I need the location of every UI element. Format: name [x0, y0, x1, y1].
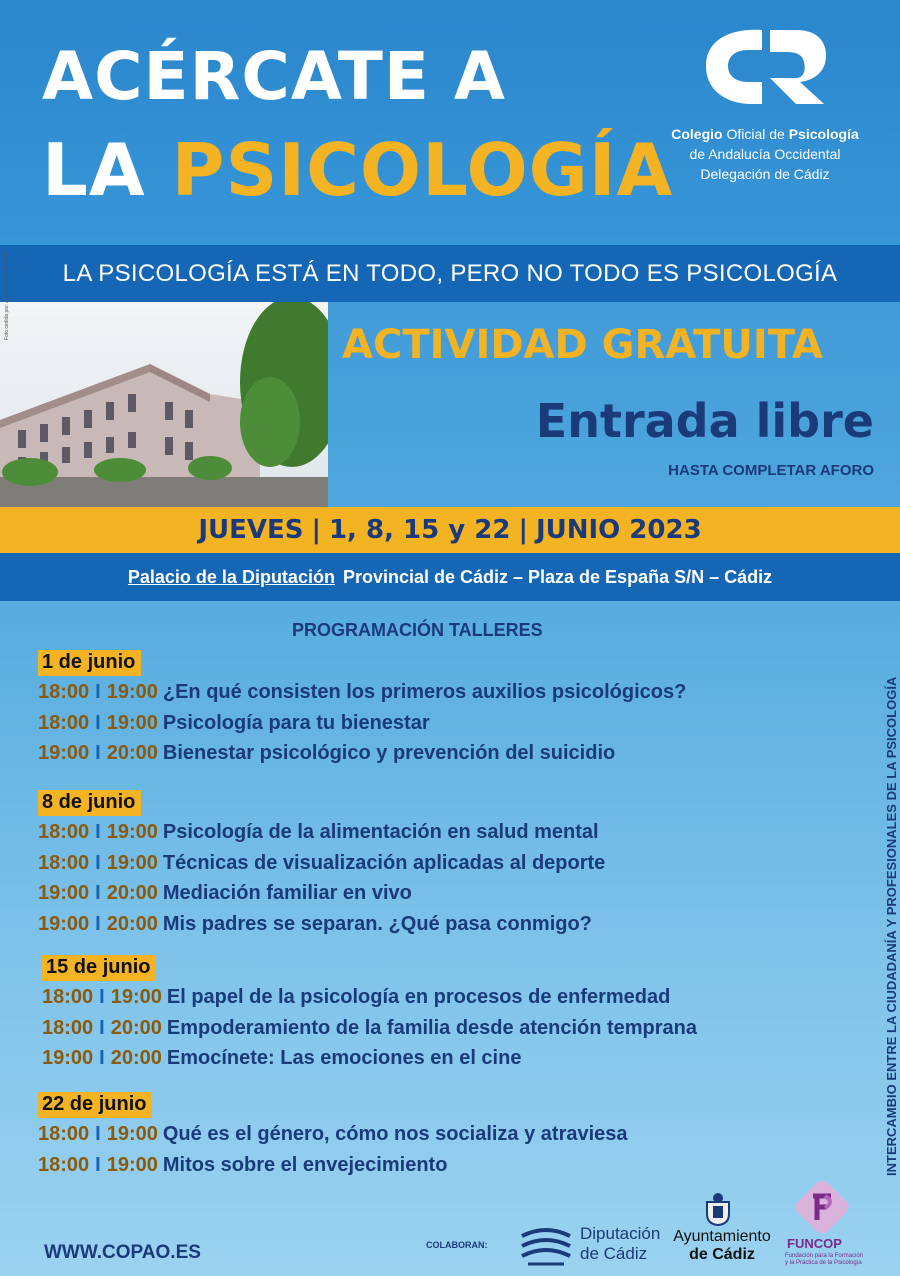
- program-item-end: 20:00: [106, 882, 158, 904]
- program-item-start: 19:00: [38, 742, 90, 764]
- program-item-title: Mis padres se separan. ¿Qué pasa conmigo?: [162, 912, 592, 935]
- program-item-title: Mitos sobre el envejecimiento: [162, 1153, 448, 1176]
- slogan-banner: LA PSICOLOGÍA ESTÁ EN TODO, PERO NO TODO ES PSICOLOGÍA: [0, 245, 900, 302]
- program-item: [42, 1017, 697, 1040]
- main-title-line2: LA PSICOLOGÍA: [42, 128, 674, 212]
- vertical-tagline: INTERCAMBIO ENTRE LA CIUDADANÍA Y PROFESIONALES DE LA PSICOLOGÍA: [884, 676, 899, 1176]
- program-item-start: 18:00: [38, 851, 90, 874]
- diputacion-name: Diputación de Cádiz: [580, 1224, 661, 1263]
- program-item-start: 18:00: [38, 1153, 90, 1176]
- program-item-end: 20:00: [110, 1047, 162, 1069]
- program-item-title: Qué es el género, cómo nos socializa y atraviesa: [162, 1123, 628, 1145]
- program-item-end: 19:00: [106, 711, 158, 734]
- free-activity-label: ACTIVIDAD GRATUITA: [342, 322, 823, 368]
- program-item-separator: I: [95, 912, 101, 935]
- program-item-separator: I: [99, 1016, 105, 1039]
- funcop-subtitle: Fundación para la Formación y la Práctica de la Psicología: [785, 1253, 864, 1266]
- program-item-separator: I: [95, 851, 101, 874]
- program-item-title: Bienestar psicológico y prevención del suicidio: [162, 742, 616, 764]
- program-item-separator: I: [99, 1047, 105, 1069]
- program-item-end: 19:00: [110, 986, 162, 1008]
- program-day-label: 22 de junio: [38, 1092, 152, 1118]
- program-item-title: El papel de la psicología en procesos de enfermedad: [166, 986, 671, 1008]
- program-item: [38, 681, 686, 704]
- program-item: [38, 712, 430, 735]
- capacity-note: HASTA COMPLETAR AFORO: [668, 462, 874, 479]
- program-item-end: 19:00: [106, 1123, 158, 1145]
- program-item-title: Técnicas de visualización aplicadas al deporte: [162, 851, 606, 874]
- program-day-label: 1 de junio: [38, 650, 141, 676]
- program-item-title: ¿En qué consisten los primeros auxilios psicológicos?: [162, 681, 687, 703]
- copao-logo-icon: [700, 26, 830, 108]
- program-item: [38, 1154, 447, 1177]
- program-item-start: 19:00: [42, 1047, 94, 1069]
- free-entry-label: Entrada libre: [535, 394, 874, 448]
- palace-photo: [0, 302, 328, 507]
- program-item-start: 18:00: [38, 821, 90, 843]
- program-item-end: 19:00: [106, 681, 158, 703]
- program-item-end: 19:00: [106, 1153, 158, 1176]
- program-item: [42, 986, 670, 1009]
- program-title: PROGRAMACIÓN TALLERES: [292, 620, 543, 640]
- dates-banner: JUEVES | 1, 8, 15 y 22 | JUNIO 2023: [0, 507, 900, 553]
- program-day-label: 8 de junio: [38, 790, 141, 816]
- institution-name: Colegio Oficial de Psicología de Andalucía Occidental Delegación de Cádiz: [671, 126, 859, 182]
- program-item-end: 19:00: [106, 821, 158, 843]
- program-item: [38, 821, 599, 844]
- program-item-start: 18:00: [42, 1016, 94, 1039]
- program-item: [42, 1047, 521, 1070]
- program-item-end: 20:00: [106, 742, 158, 764]
- funcop-name: FUNCOP: [787, 1236, 842, 1251]
- main-title-line1: ACÉRCATE A: [42, 38, 506, 115]
- photo-credit: Foto cedida por: Ayuntamiento de Cádiz: [4, 251, 10, 340]
- ayuntamiento-crest-icon: [703, 1192, 733, 1226]
- program-item: [38, 882, 412, 905]
- program-item-start: 18:00: [38, 711, 90, 734]
- ayuntamiento-name: Ayuntamiento de Cádiz: [673, 1228, 771, 1263]
- program-item: [38, 852, 605, 875]
- program-item-title: Mediación familiar en vivo: [162, 882, 412, 904]
- program-item-start: 19:00: [38, 882, 90, 904]
- program-item: [38, 913, 592, 936]
- program-item-title: Psicología de la alimentación en salud mental: [162, 821, 599, 843]
- program-item-start: 18:00: [42, 986, 94, 1008]
- program-item-start: 18:00: [38, 681, 90, 703]
- venue-banner: Palacio de la Diputación Provincial de Cádiz – Plaza de España S/N – Cádiz: [0, 553, 900, 601]
- collaborators-label: COLABORAN:: [426, 1240, 488, 1250]
- website-link[interactable]: WWW.COPAO.ES: [44, 1242, 201, 1263]
- program-item-title: Psicología para tu bienestar: [162, 711, 430, 734]
- program-item-separator: I: [95, 711, 101, 734]
- diputacion-logo-icon: [518, 1222, 574, 1268]
- program-item-separator: I: [95, 681, 101, 703]
- program-item-end: 19:00: [106, 851, 158, 874]
- program-item-title: Emocínete: Las emociones en el cine: [166, 1047, 522, 1069]
- funcop-logo-icon: [795, 1180, 849, 1234]
- program-item-separator: I: [95, 742, 101, 764]
- program-item-title: Empoderamiento de la familia desde atención temprana: [166, 1016, 698, 1039]
- program-item-separator: I: [99, 986, 105, 1008]
- program-item-start: 18:00: [38, 1123, 90, 1145]
- program-item-start: 19:00: [38, 912, 90, 935]
- program-day-label: 15 de junio: [42, 955, 156, 981]
- program-item-separator: I: [95, 882, 101, 904]
- program-item-separator: I: [95, 1123, 101, 1145]
- program-item: [38, 742, 615, 765]
- program-item-end: 20:00: [106, 912, 158, 935]
- program-item: [38, 1123, 628, 1146]
- program-item-separator: I: [95, 821, 101, 843]
- program-item-separator: I: [95, 1153, 101, 1176]
- program-item-end: 20:00: [110, 1016, 162, 1039]
